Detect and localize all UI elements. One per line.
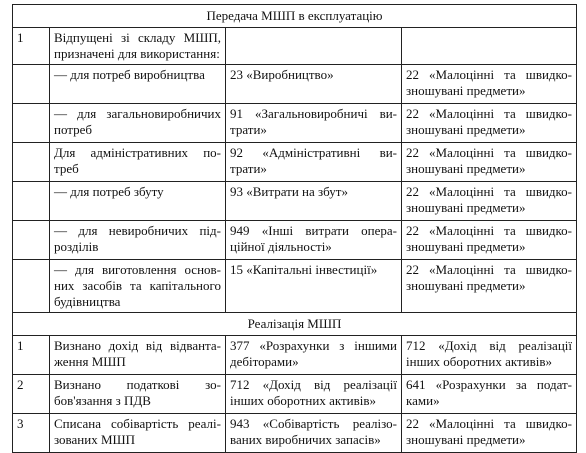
debit-account: 93 «Витрати на збут» — [226, 182, 402, 221]
row-number — [13, 104, 50, 143]
operation-description: — для загальновиробничих потреб — [50, 104, 226, 143]
operation-description: — для виготовлення основ-них засобів та капітального будівництва — [50, 260, 226, 313]
operation-description: Для адміністративних по-треб — [50, 143, 226, 182]
row-number: 1 — [13, 336, 50, 375]
credit-account — [402, 28, 577, 65]
row-number — [13, 182, 50, 221]
operation-description: Визнано дохід від відванта-ження МШП — [50, 336, 226, 375]
operation-description: — для потреб виробництва — [50, 65, 226, 104]
section-title: Реалізація МШП — [13, 313, 577, 336]
credit-account: 641 «Розрахунки за подат-ками» — [402, 375, 577, 414]
table-row — [13, 28, 577, 65]
section-header-row — [13, 5, 577, 28]
credit-account: 22 «Малоцінні та швидко-зношувані предмети» — [402, 65, 577, 104]
operation-description: — для невиробничих під-розділів — [50, 221, 226, 260]
row-number: 2 — [13, 375, 50, 414]
credit-account: 22 «Малоцінні та швидко-зношувані предмети» — [402, 260, 577, 313]
table-row — [13, 65, 577, 104]
operation-description: Відпущені зі складу МШП, призначені для використання: — [50, 28, 226, 65]
table-row — [13, 143, 577, 182]
credit-account: 22 «Малоцінні та швидко-зношувані предмети» — [402, 414, 577, 453]
row-number — [13, 221, 50, 260]
table-row — [13, 221, 577, 260]
credit-account: 22 «Малоцінні та швидко-зношувані предмети» — [402, 221, 577, 260]
table-row — [13, 104, 577, 143]
credit-account: 22 «Малоцінні та швидко-зношувані предмети» — [402, 143, 577, 182]
table-row — [13, 414, 577, 453]
debit-account: 92 «Адміністративні ви-трати» — [226, 143, 402, 182]
debit-account: 377 «Розрахунки з іншими дебіторами» — [226, 336, 402, 375]
debit-account: 712 «Дохід від реалізації інших оборотних активів» — [226, 375, 402, 414]
debit-account: 91 «Загальновиробничі ви-трати» — [226, 104, 402, 143]
row-number: 3 — [13, 414, 50, 453]
debit-account — [226, 28, 402, 65]
accounting-entries-table — [12, 4, 577, 453]
debit-account: 949 «Інші витрати опера-ційної діяльності» — [226, 221, 402, 260]
table-row — [13, 375, 577, 414]
debit-account: 943 «Собівартість реалізо-ваних виробничих запасів» — [226, 414, 402, 453]
table-row — [13, 182, 577, 221]
debit-account: 15 «Капітальні інвестиції» — [226, 260, 402, 313]
row-number — [13, 65, 50, 104]
operation-description: — для потреб збуту — [50, 182, 226, 221]
section-title: Передача МШП в експлуатацію — [13, 5, 577, 28]
row-number — [13, 143, 50, 182]
operation-description: Списана собівартість реалі-зованих МШП — [50, 414, 226, 453]
credit-account: 22 «Малоцінні та швидко-зношувані предмети» — [402, 182, 577, 221]
table-row — [13, 336, 577, 375]
operation-description: Визнано податкові зо-бов'язання з ПДВ — [50, 375, 226, 414]
section-header-row — [13, 313, 577, 336]
row-number: 1 — [13, 28, 50, 65]
credit-account: 712 «Дохід від реалізації інших оборотних активів» — [402, 336, 577, 375]
row-number — [13, 260, 50, 313]
table-row — [13, 260, 577, 313]
credit-account: 22 «Малоцінні та швидко-зношувані предмети» — [402, 104, 577, 143]
debit-account: 23 «Виробництво» — [226, 65, 402, 104]
